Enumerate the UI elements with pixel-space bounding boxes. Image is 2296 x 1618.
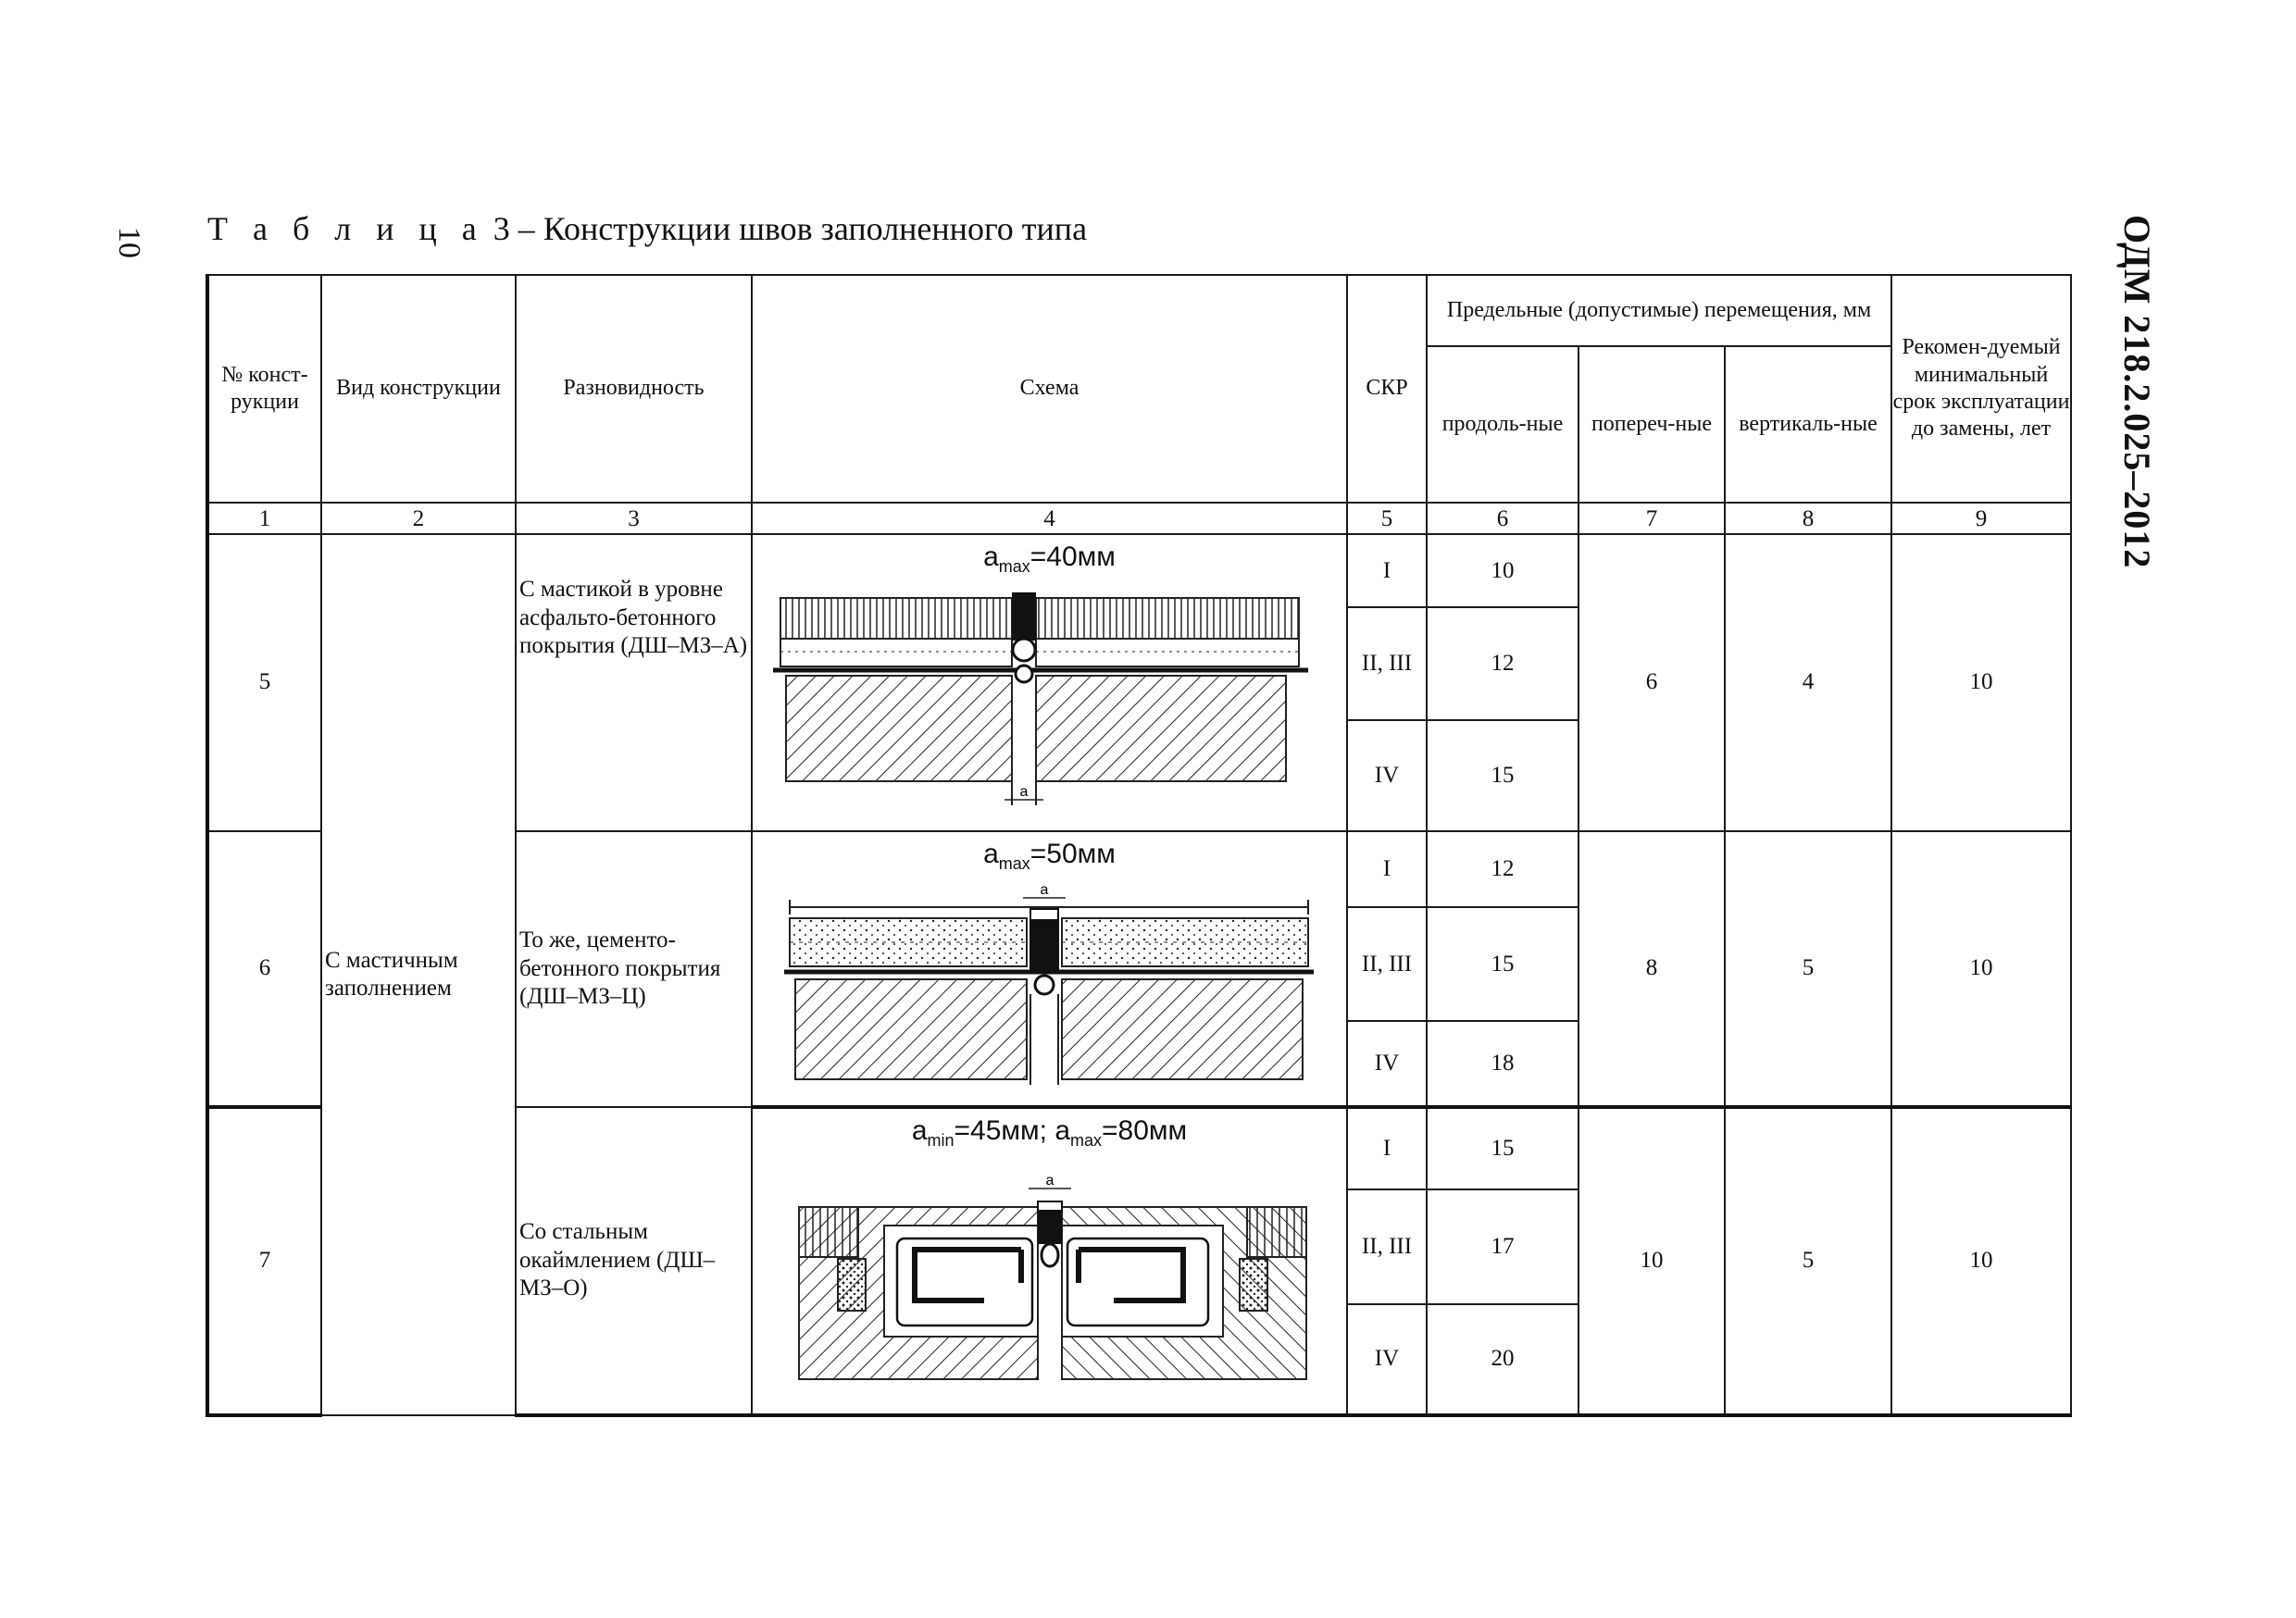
header-variant: Разновидность [516, 275, 752, 503]
column-number-1: 1 [207, 503, 321, 534]
table-title-label: Т а б л и ц а [207, 210, 485, 247]
header-construction-type: Вид конструкции [321, 275, 516, 503]
header-service-life: Рекомен-дуемый минимальный срок эксплуатации до замены, лет [1891, 275, 2071, 503]
column-number-2: 2 [321, 503, 516, 534]
vertical-7: 5 [1725, 1107, 1891, 1415]
longitudinal-5-3: 15 [1427, 720, 1578, 831]
scheme-5-drawing [753, 537, 1344, 829]
longitudinal-7-2: 17 [1427, 1189, 1578, 1304]
header-displacements: Предельные (допустимые) перемещения, мм [1427, 275, 1891, 346]
scheme-6-drawing [753, 835, 1344, 1103]
construction-type: С мастичным заполнением [321, 534, 516, 1415]
header-construction-number: № конст-рукции [207, 275, 321, 503]
transverse-7: 10 [1578, 1107, 1725, 1415]
column-number-7: 7 [1578, 503, 1725, 534]
scheme-7-caption: $a_{min}=45мм$; $a_{max}=80мм$ [911, 1115, 1188, 1151]
scheme-5 [752, 534, 1347, 831]
skr-5-2: II, III [1347, 607, 1427, 720]
document-code: ОДМ 218.2.025–2012 [2116, 215, 2158, 569]
variant-5: С мастикой в уровне асфальто-бетонного покрытия (ДШ–МЗ–А) [516, 534, 752, 831]
skr-7-3: IV [1347, 1304, 1427, 1415]
scheme-6-caption: $a_{max}=50мм$ [983, 838, 1116, 873]
scheme-5-caption: $a_{max}=40мм$ [983, 541, 1116, 577]
skr-6-2: II, III [1347, 907, 1427, 1021]
table-title-text: 3 – Конструкции швов заполненного типа [493, 210, 1088, 247]
service-life-7: 10 [1891, 1107, 2071, 1415]
longitudinal-7-3: 20 [1427, 1304, 1578, 1415]
scheme-7-dimension-label: a [1045, 1172, 1054, 1189]
header-scheme: Схема [752, 275, 1347, 503]
header-transverse: попереч-ные [1578, 346, 1725, 503]
column-number-3: 3 [516, 503, 752, 534]
service-life-5: 10 [1891, 534, 2071, 831]
construction-number-6: 6 [207, 831, 321, 1107]
header-longitudinal: продоль-ные [1427, 346, 1578, 503]
transverse-6: 8 [1578, 831, 1725, 1107]
table-title [207, 209, 1087, 248]
vertical-6: 5 [1725, 831, 1891, 1107]
scheme-7 [752, 1107, 1347, 1415]
column-number-6: 6 [1427, 503, 1578, 534]
construction-number-5: 5 [207, 534, 321, 831]
construction-number-7: 7 [207, 1107, 321, 1415]
longitudinal-6-2: 15 [1427, 907, 1578, 1021]
transverse-5: 6 [1578, 534, 1725, 831]
longitudinal-6-1: 12 [1427, 831, 1578, 908]
service-life-6: 10 [1891, 831, 2071, 1107]
column-number-5: 5 [1347, 503, 1427, 534]
scheme-6 [752, 831, 1347, 1107]
vertical-5: 4 [1725, 534, 1891, 831]
scheme-6-dimension-label: a [1040, 881, 1049, 898]
skr-6-1: I [1347, 831, 1427, 908]
scheme-7-drawing [753, 1111, 1344, 1413]
longitudinal-5-2: 12 [1427, 607, 1578, 720]
skr-7-2: II, III [1347, 1189, 1427, 1304]
scheme-5-dimension-label: a [1019, 783, 1029, 800]
longitudinal-5-1: 10 [1427, 534, 1578, 607]
longitudinal-7-1: 15 [1427, 1107, 1578, 1189]
header-vertical: вертикаль-ные [1725, 346, 1891, 503]
longitudinal-6-3: 18 [1427, 1021, 1578, 1107]
column-number-8: 8 [1725, 503, 1891, 534]
skr-7-1: I [1347, 1107, 1427, 1189]
page-number: 10 [112, 227, 146, 258]
skr-5-3: IV [1347, 720, 1427, 831]
skr-6-3: IV [1347, 1021, 1427, 1107]
column-number-4: 4 [752, 503, 1347, 534]
joints-table [206, 274, 2072, 1417]
header-skr: СКР [1347, 275, 1427, 503]
variant-6: То же, цементо-бетонного покрытия (ДШ–МЗ–Ц) [516, 831, 752, 1107]
variant-7: Со стальным окаймлением (ДШ–МЗ–О) [516, 1107, 752, 1415]
column-number-9: 9 [1891, 503, 2071, 534]
skr-5-1: I [1347, 534, 1427, 607]
